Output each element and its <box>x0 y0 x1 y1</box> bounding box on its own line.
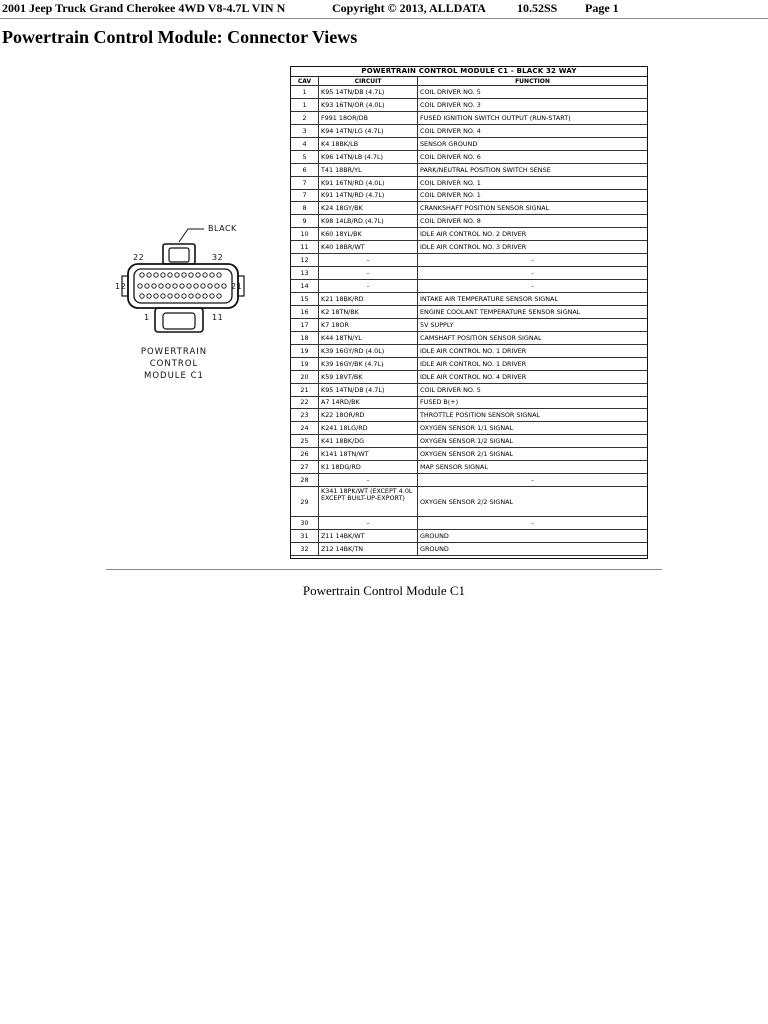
table-cell-function: IDLE AIR CONTROL NO. 1 DRIVER <box>418 345 647 358</box>
table-cell-cav: 25 <box>291 435 319 448</box>
figure-caption: Powertrain Control Module C1 <box>302 583 466 598</box>
table-cell-function: MAP SENSOR SIGNAL <box>418 461 647 474</box>
table-cell-circuit: K39 16GY/RD (4.0L) <box>319 345 418 358</box>
table-cell-function: SENSOR GROUND <box>418 138 647 151</box>
table-cell-cav: 13 <box>291 267 319 280</box>
table-cell-cav: 21 <box>291 384 319 397</box>
pin-label-1: 1 <box>144 313 150 322</box>
table-cell-function: OXYGEN SENSOR 1/1 SIGNAL <box>418 422 647 435</box>
connector-color-label: BLACK <box>208 224 237 233</box>
table-cell-function: COIL DRIVER NO. 5 <box>418 384 647 397</box>
connector-caption <box>124 346 224 382</box>
table-cell-circuit: - <box>319 254 418 267</box>
table-cell-circuit: Z11 14BK/WT <box>319 530 418 543</box>
table-cell-cav: 12 <box>291 254 319 267</box>
table-cell-circuit: K1 18DG/RD <box>319 461 418 474</box>
table-cell-circuit: K40 18BR/WT <box>319 241 418 254</box>
table-cell-circuit: K141 18TN/WT <box>319 448 418 461</box>
table-cell-cav: 17 <box>291 319 319 332</box>
copyright-text: Copyright © 2013, ALLDATA <box>332 1 486 15</box>
table-cell-circuit: K24 18GY/BK <box>319 202 418 215</box>
table-cell-function: - <box>418 280 647 293</box>
pin-label-21: 21 <box>231 282 243 291</box>
pin-label-22: 22 <box>133 253 145 262</box>
table-cell-cav: 20 <box>291 371 319 384</box>
table-cell-circuit: K39 16GY/BK (4.7L) <box>319 358 418 371</box>
table-cell-cav: 7 <box>291 190 319 203</box>
table-cell-function: IDLE AIR CONTROL NO. 3 DRIVER <box>418 241 647 254</box>
table-cell-circuit: K22 18OR/RD <box>319 409 418 422</box>
table-grid <box>291 77 647 556</box>
table-cell-function: - <box>418 267 647 280</box>
table-cell-function: PARK/NEUTRAL POSITION SWITCH SENSE <box>418 164 647 177</box>
table-cell-circuit: K94 14TN/LG (4.7L) <box>319 125 418 138</box>
table-cell-cav: 6 <box>291 164 319 177</box>
table-cell-function: COIL DRIVER NO. 1 <box>418 190 647 203</box>
table-cell-function: COIL DRIVER NO. 8 <box>418 215 647 228</box>
table-cell-circuit: K91 14TN/RD (4.7L) <box>319 190 418 203</box>
table-cell-cav: 16 <box>291 306 319 319</box>
table-cell-cav: 10 <box>291 228 319 241</box>
table-cell-cav: 2 <box>291 112 319 125</box>
document-header <box>2 1 766 17</box>
table-cell-circuit: K59 18VT/BK <box>319 371 418 384</box>
table-cell-cav: 31 <box>291 530 319 543</box>
table-cell-cav: 27 <box>291 461 319 474</box>
table-cell-circuit: K60 18YL/BK <box>319 228 418 241</box>
table-cell-cav: 18 <box>291 332 319 345</box>
table-cell-cav: 14 <box>291 280 319 293</box>
table-cell-cav: 32 <box>291 543 319 556</box>
table-cell-function: THROTTLE POSITION SENSOR SIGNAL <box>418 409 647 422</box>
vehicle-title: 2001 Jeep Truck Grand Cherokee 4WD V8-4.7L VIN N <box>2 1 286 15</box>
table-cell-function: COIL DRIVER NO. 4 <box>418 125 647 138</box>
table-cell-circuit: K44 18TN/YL <box>319 332 418 345</box>
table-cell-circuit: K241 18LG/RD <box>319 422 418 435</box>
table-cell-cav: 24 <box>291 422 319 435</box>
table-cell-function: - <box>418 254 647 267</box>
pinout-table <box>290 66 648 559</box>
table-cell-cav: 28 <box>291 474 319 487</box>
table-cell-circuit: K91 16TN/RD (4.0L) <box>319 177 418 190</box>
table-cell-cav: 4 <box>291 138 319 151</box>
table-cell-function: COIL DRIVER NO. 6 <box>418 151 647 164</box>
table-cell-cav: 3 <box>291 125 319 138</box>
table-cell-circuit: - <box>319 267 418 280</box>
table-cell-circuit: K2 18TN/BK <box>319 306 418 319</box>
table-cell-cav: 7 <box>291 177 319 190</box>
figure-divider <box>106 569 662 570</box>
table-cell-circuit: K21 18BK/RD <box>319 293 418 306</box>
table-cell-circuit: K4 18BK/LB <box>319 138 418 151</box>
connector-caption-line: CONTROL <box>149 359 199 369</box>
table-cell-circuit: K95 14TN/DB (4.7L) <box>319 384 418 397</box>
table-cell-function: CRANKSHAFT POSITION SENSOR SIGNAL <box>418 202 647 215</box>
table-cell-function: IDLE AIR CONTROL NO. 1 DRIVER <box>418 358 647 371</box>
table-cell-circuit: K98 14LB/RD (4.7L) <box>319 215 418 228</box>
table-cell-cav: 8 <box>291 202 319 215</box>
table-cell-cav: 9 <box>291 215 319 228</box>
table-cell-function: - <box>418 474 647 487</box>
table-cell-circuit: A7 14RD/BK <box>319 397 418 410</box>
table-cell-cav: 30 <box>291 517 319 530</box>
table-cell-function: INTAKE AIR TEMPERATURE SENSOR SIGNAL <box>418 293 647 306</box>
table-cell-function: COIL DRIVER NO. 3 <box>418 99 647 112</box>
table-cell-cav: 19 <box>291 358 319 371</box>
pin-label-12: 12 <box>115 282 127 291</box>
table-cell-function: FUSED B(+) <box>418 397 647 410</box>
header-divider <box>0 18 768 19</box>
table-cell-function: OXYGEN SENSOR 1/2 SIGNAL <box>418 435 647 448</box>
table-cell-cav: 19 <box>291 345 319 358</box>
table-cell-cav: 26 <box>291 448 319 461</box>
table-cell-circuit: - <box>319 280 418 293</box>
table-cell-circuit: K41 18BK/DG <box>319 435 418 448</box>
table-cell-cav: 1 <box>291 99 319 112</box>
table-cell-circuit: F991 18OR/DB <box>319 112 418 125</box>
column-header-cav: CAV <box>291 77 319 86</box>
table-cell-cav: 11 <box>291 241 319 254</box>
table-cell-circuit: K93 16TN/OR (4.0L) <box>319 99 418 112</box>
table-cell-function: GROUND <box>418 543 647 556</box>
table-cell-function: - <box>418 517 647 530</box>
pin-label-32: 32 <box>212 253 224 262</box>
table-cell-cav: 15 <box>291 293 319 306</box>
table-cell-function: COIL DRIVER NO. 1 <box>418 177 647 190</box>
connector-caption-line: POWERTRAIN <box>140 347 208 357</box>
page-title: Powertrain Control Module: Connector Views <box>2 27 358 47</box>
table-cell-circuit: T41 18BR/YL <box>319 164 418 177</box>
version-text: 10.52SS <box>517 1 558 15</box>
table-cell-function: 5V SUPPLY <box>418 319 647 332</box>
table-cell-cav: 1 <box>291 86 319 99</box>
table-cell-circuit: Z12 14BK/TN <box>319 543 418 556</box>
table-cell-function: COIL DRIVER NO. 5 <box>418 86 647 99</box>
table-cell-function: IDLE AIR CONTROL NO. 2 DRIVER <box>418 228 647 241</box>
table-cell-circuit: K96 14TN/LB (4.7L) <box>319 151 418 164</box>
connector-caption-line: MODULE C1 <box>144 371 204 381</box>
table-cell-circuit: K7 18OR <box>319 319 418 332</box>
table-cell-circuit: K341 18PK/WT (EXCEPT 4.0L EXCEPT BUILT-UP-EXPORT) <box>319 487 418 517</box>
table-cell-cav: 23 <box>291 409 319 422</box>
table-cell-cav: 22 <box>291 397 319 410</box>
pin-label-11: 11 <box>212 313 224 322</box>
column-header-circuit: CIRCUIT <box>319 77 418 86</box>
table-cell-circuit: - <box>319 517 418 530</box>
table-cell-cav: 29 <box>291 487 319 517</box>
column-header-function: FUNCTION <box>418 77 647 86</box>
page-number: Page 1 <box>585 1 619 15</box>
table-cell-function: GROUND <box>418 530 647 543</box>
table-cell-function: ENGINE COOLANT TEMPERATURE SENSOR SIGNAL <box>418 306 647 319</box>
table-cell-function: CAMSHAFT POSITION SENSOR SIGNAL <box>418 332 647 345</box>
table-cell-function: OXYGEN SENSOR 2/1 SIGNAL <box>418 448 647 461</box>
table-cell-function: IDLE AIR CONTROL NO. 4 DRIVER <box>418 371 647 384</box>
table-title: POWERTRAIN CONTROL MODULE C1 - BLACK 32 WAY <box>291 67 647 77</box>
table-cell-cav: 5 <box>291 151 319 164</box>
table-cell-function: FUSED IGNITION SWITCH OUTPUT (RUN-START) <box>418 112 647 125</box>
table-cell-circuit: K95 14TN/DB (4.7L) <box>319 86 418 99</box>
table-cell-circuit: - <box>319 474 418 487</box>
table-cell-function: OXYGEN SENSOR 2/2 SIGNAL <box>418 487 647 517</box>
